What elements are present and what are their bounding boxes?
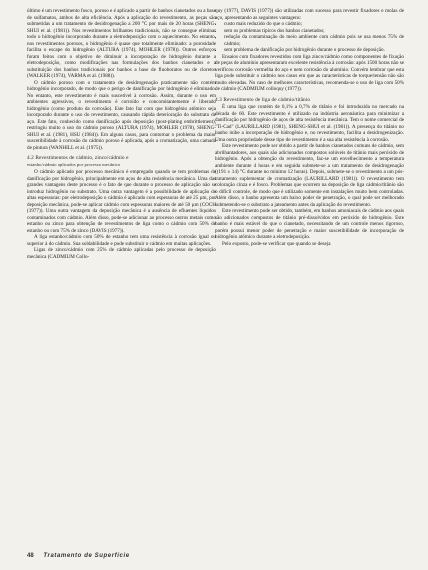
paragraph: Este revestimento pode ser obtido a partir de banhos cianetados comuns de cádmio, sem abrilhantadores, aos quais são adicionados compostos solúveis de titânio mais peróxido de hidrogênio. Após a obtenção do revestimento, faz-se um envelhecimento a temperatura ambiente durante 4 horas e em seguida submete-se a um tratamento de desidrogenação ((191 ± 14) °C durante no mínimo 12 horas). Depois, submete-se o revestimento a um pós-tratamento suplementar de cromatização (LAURILLARD (1981)). O revestimento tem coloração cinza e é fosco. Problemas que ocorrem na deposição de liga cádmio/titânio são o difícil controle, de modo que é utilizado somente em instalações muito bem controladas. Além disso, o banho apresenta um baixo poder de penetração, o qual pode ser melhorado submetendo-se o substrato a jateamento antes da aplicação do revestimento.: [215, 143, 404, 208]
paragraph: O cádmio poroso com o tratamento de desidrogenação praticamente não contém hidrogênio incorporado, de modo que o perigo de danificação por hidrogênio é eliminado. No entanto, este revestimento é mais suscetível à corrosão. Assim, durante o uso em ambientes agressivos, o revestimento é corroído e concomitantemente é liberado hidrogênio (como produto da corrosão). Este fato faz com que hidrogênio atômico seja incorporado durante o uso do revestimento, causando rápida deterioração do substrato de aço. Este fato, conhecido como danificação após deposição (post-plating embrittlement), restringiu muito o uso do cádmio poroso (ALTURA (1974), MOHLER (1978), SHENG-SHUI et al. (1981), HSU (1984)). Em alguns casos, para contornar o problema da maior suscetibilidade à corrosão do cádmio poroso é aplicada, após a cromatização, uma camada de pintura (WANHILL et al. (1975)).: [27, 79, 216, 151]
list-item: • sem problema de danificação por hidrogênio durante o processo de deposição.: [224, 47, 404, 54]
page-footer: [27, 553, 130, 559]
paragraph: É uma liga que contém de 0,1% a 0,7% de titânio e foi introduzida no mercado na década de 60. Este revestimento é utilizado na indústria aeronáutica para minimizar a danificação por hidrogênio de aços de alta resistência mecânica. Tem o nome comercial de "Ti-Cad" (LAURILLARD (1981), SHENG-SHUI et al. (1981)). A presença do titânio no banho inibe a incorporação de hidrogênio e, no revestimento, facilita a desidrogenização. Uma outra propriedade desse tipo de revestimento é a sua alta resistência à corrosão.: [215, 104, 404, 143]
paragraph: Ligas de zinco/cádmio com 25% de cádmio aplicadas pelo processo de deposição mecânica (CADMIUM Collo-: [27, 247, 216, 260]
section-heading-4-3: 4.3 Revestimento de liga de cádmio/titânio: [215, 96, 311, 103]
advantages-list: [215, 21, 404, 54]
paragraph: O cádmio aplicado por processo mecânico é empregado quando se tem problemas de danificação por hidrogênio, principalmente em aços de alta resistência mecânica. Uma das grandes vantagens deste processo é o fato de que durante o processo de aplicação não se introduz hidrogênio no substrato. Uma outra vantagem é a possibilidade de aplicação de altas espessuras: por eletrodeposição o cádmio é aplicado com espessuras de até 25 µm, por deposição mecânica, pode-se aplicar cádmio com espessuras maiores de até 50 µm (COCH (1977)). Uma outra vantagem da deposição mecânica é a ausência de efluentes líquidos contaminados com cádmio. Além disso, pode-se adicionar ao processo outros metais como estanho ou zinco para obtenção de revestimentos de liga como o cádmio com 50% de estanho ou com 75% de zinco (DAVIS (1977)).: [27, 169, 216, 234]
right-column: [215, 8, 404, 247]
paragraph: A liga estanho/cádmio com 50% de estanho tem uma resistência à corrosão igual ou superior à do cádmio. Sua soldabilidade e pode substituir o cádmio em muitas aplicações.: [27, 234, 216, 247]
list-item: • custo mais reduzido do que o cádmio;: [224, 21, 404, 28]
section-heading-main: 4.2 Revestimentos de cádmio, zinco/cádmio e: [27, 155, 129, 161]
list-item: • redução da contaminação do meio ambiente com cádmio pois se usa menos 75% de cádmio;: [224, 34, 404, 47]
paragraph: Ensaios com fixadores revestidos com liga zinco/cádmio como componentes de fixação de peças de alumínio apresentaram excelente resistência à corrosão: após 1500 horas não se verificou corrosão vermelha do aço e nem corrosão do alumínio. Convém lembrar que esta liga pode substituir o cádmio nos casos em que as características de torque/tensão não são muito elevadas. No caso de melhores características, recomenda-se o uso de liga com 50% de cádmio (CADMIUM colloquy (1977)).: [215, 53, 404, 92]
section-heading-4-2: [27, 155, 216, 168]
magazine-name: Tratamento de Superfície: [43, 553, 130, 559]
page-number: 48: [27, 553, 34, 559]
paragraph: Pelo exposto, pode-se verificar que quando se deseja: [222, 240, 331, 247]
paragraph: Este revestimento pode ser obtido, também, em banhos amoniacais de cádmio aos quais são adicionados compostos de titânio pré-dissolvidos em peróxido de hidrogênio. Este banho é mais estável do que o cianetado, necessitando de um controle menos rigoroso, porém possui menor poder de penetração e maior suscetibilidade de incorporação de hidrogênio atômico durante a eletrodeposição.: [215, 208, 404, 240]
left-column: [27, 8, 216, 260]
paragraph: último é um revestimento fosco, poroso e é aplicado a partir de banhos cianetados ou a base de sulfamatos, ambos de alta eficiência. Após a aplicação do revestimento, as peças são submetidas a um tratamento de desidrogenação a 200 °C por mais de 20 horas (SHENG-SHUI et al. (1981)). Nos revestimentos brilhantes tradicionais, não se consegue eliminar todo o hidrogênio incorporado durante a eletrodeposição com o aquecimento. No entanto, nos revestimentos porosos, o hidrogênio é quase que totalmente eliminado: a porosidade facilita o escape do hidrogênio (ALTURA (1974), MOHLER (1978)). Outros esforços foram feitos com o objetivo de diminuir a incorporação de hidrogênio durante a eletrodeposição, como modificações nas formulações dos banhos cianetados e a substituição dos banhos tradicionais por banhos a base de fluoboratos ou de cloretos (WALKER (1974), VARMA et al. (1988)).: [27, 8, 216, 79]
paragraph: quy (1977), DAVIS (1977)) são utilizadas com sucesso para revestir fixadores e molas de aço, apresentando as seguintes vantagens:: [215, 8, 404, 21]
section-heading-sub: estanho/cádmio aplicados por processo mecânico: [27, 161, 121, 167]
list-item: • sem os problemas típicos dos banhos cianetados;: [224, 28, 404, 35]
